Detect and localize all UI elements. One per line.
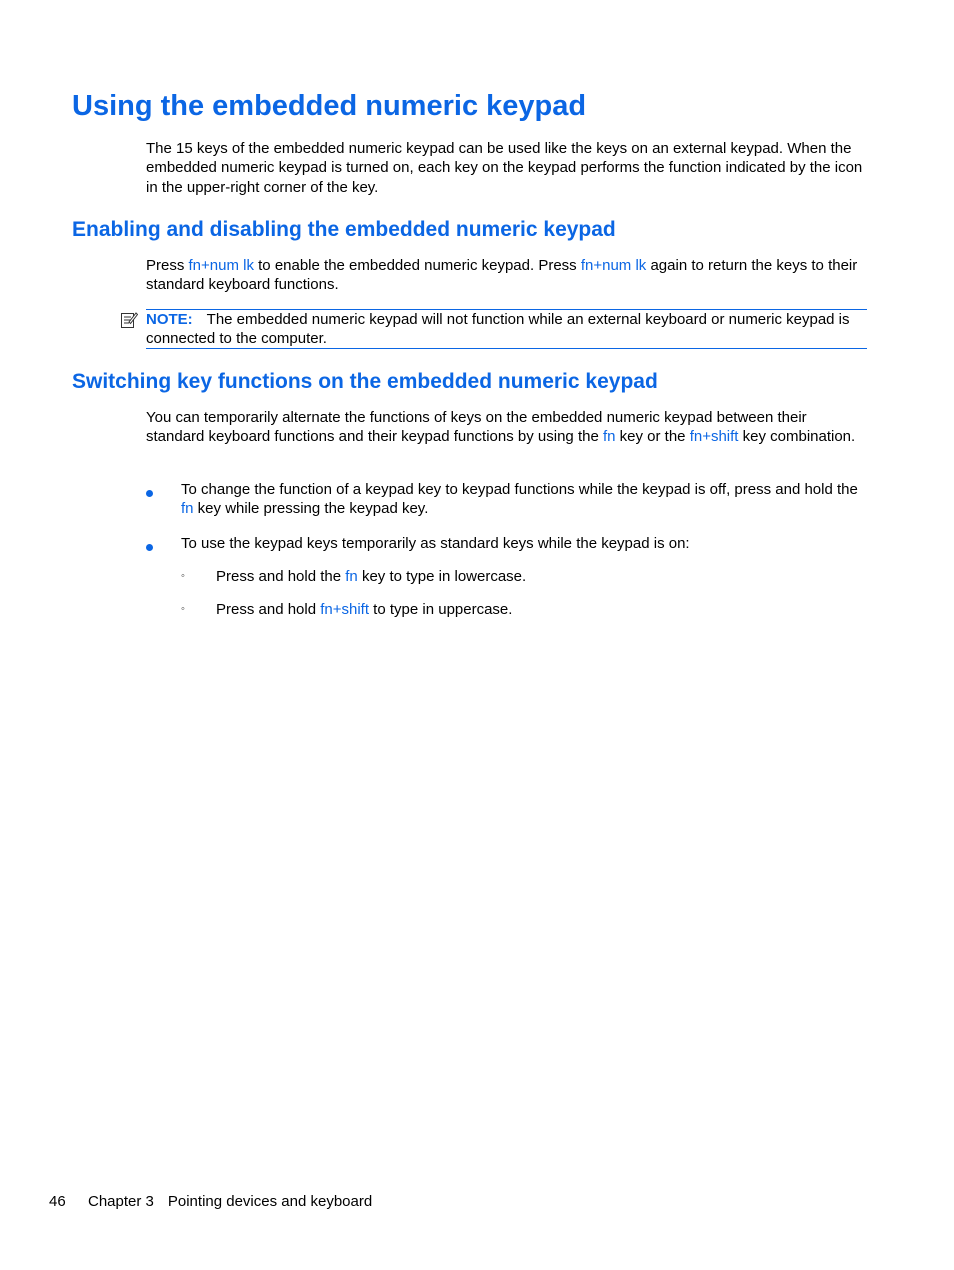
key-fn-shift: fn+shift bbox=[689, 428, 739, 446]
note-text-line bbox=[146, 310, 867, 349]
key-fn-num-lk: fn+num lk bbox=[188, 257, 254, 274]
footer-chapter-title: Pointing devices and keyboard bbox=[167, 1193, 373, 1210]
text-run: You can temporarily alternate the functions of keys on the embedded numeric keypad between their standard keyboard functions and their keypad functions by using the bbox=[146, 409, 807, 446]
key-fn: fn bbox=[602, 428, 616, 446]
key-fn: fn bbox=[345, 568, 358, 585]
text-run: key while pressing the keypad key. bbox=[193, 500, 429, 518]
sub-bullet-circle-icon: ◦ bbox=[181, 603, 185, 615]
bullet-item-2: To use the keypad keys temporarily as standard keys while the keypad is on: bbox=[181, 535, 690, 552]
note-box bbox=[146, 309, 867, 349]
intro-paragraph: The 15 keys of the embedded numeric keypad can be used like the keys on an external keypad. When the embedded numeric keypad is turned on, each key on the keypad performs the function indicated by the icon in the upper-right corner of the key. bbox=[146, 140, 863, 196]
text-run: Press bbox=[146, 257, 189, 274]
text-run: key to type in lowercase. bbox=[357, 568, 527, 585]
page-number: 46 bbox=[49, 1193, 66, 1210]
bullet-icon bbox=[146, 484, 158, 496]
text-run: again to return the keys to their standard keyboard functions. bbox=[146, 257, 858, 294]
key-fn-num-lk: fn+num lk bbox=[580, 257, 647, 274]
bullet-item-1 bbox=[181, 480, 868, 519]
note-label: NOTE: bbox=[146, 311, 193, 328]
bullet-dot bbox=[146, 544, 153, 551]
text-run: Press and hold the bbox=[216, 568, 346, 585]
text-run: To change the function of a keypad key to keypad functions while the keypad is off, press and hold the bbox=[181, 481, 858, 498]
sub-bullet-item-1 bbox=[216, 567, 526, 586]
text-run: to type in uppercase. bbox=[369, 601, 513, 618]
section-heading-switching: Switching key functions on the embedded numeric keypad bbox=[72, 370, 658, 393]
note-text: The embedded numeric keypad will not function while an external keyboard or numeric keypad is connected to the computer. bbox=[146, 311, 850, 348]
sub-bullet-circle-icon: ◦ bbox=[181, 570, 185, 582]
text-run: Press and hold bbox=[216, 601, 321, 618]
footer-chapter: Chapter 3 bbox=[88, 1193, 154, 1210]
text-run: key combination. bbox=[738, 428, 856, 446]
section-heading-enabling: Enabling and disabling the embedded numeric keypad bbox=[72, 218, 616, 241]
key-fn-shift: fn+shift bbox=[320, 601, 370, 618]
sub-bullet-item-2 bbox=[216, 600, 512, 619]
key-fn: fn bbox=[181, 500, 194, 518]
bullet-dot bbox=[146, 490, 153, 497]
text-run: key or the bbox=[615, 428, 690, 446]
note-icon bbox=[120, 310, 138, 330]
page-footer bbox=[49, 1193, 372, 1210]
text-run: to enable the embedded numeric keypad. Press bbox=[253, 257, 581, 274]
bullet-icon bbox=[146, 538, 158, 550]
enabling-paragraph bbox=[146, 256, 868, 295]
page-title: Using the embedded numeric keypad bbox=[72, 90, 587, 122]
switching-paragraph bbox=[146, 408, 868, 447]
